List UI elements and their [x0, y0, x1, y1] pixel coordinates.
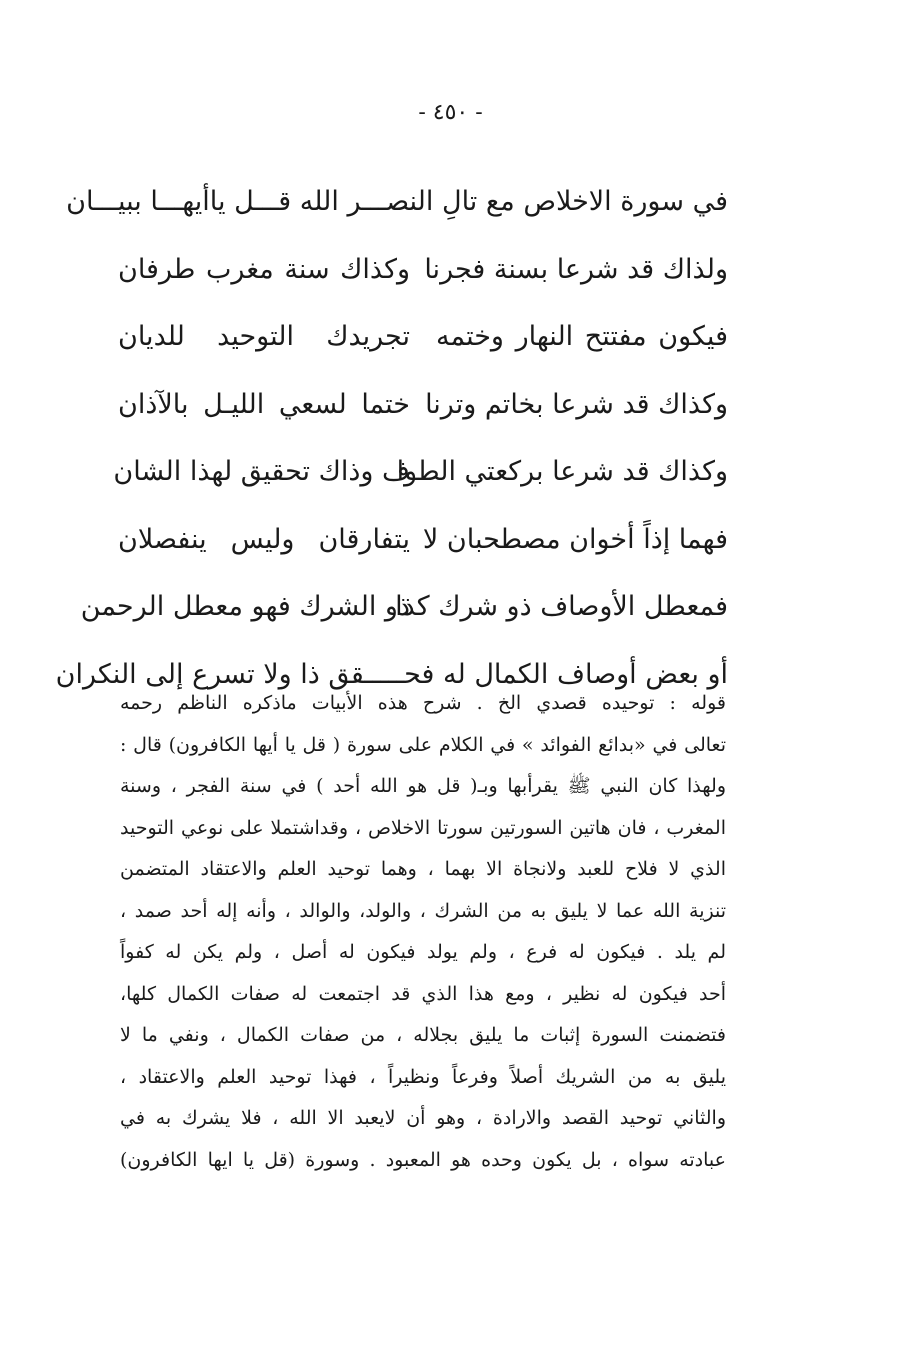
verse-full-line: في سورة الاخلاص مع تالِ النصـــر الله قـــل ياأيهـــا ببيـــان — [66, 186, 728, 218]
commentary-line: فتضمنت السورة إثبات ما يليق بجلاله ، من صفات الكمال ، ونفي ما لا — [120, 1024, 726, 1046]
commentary-line: ولهذا كان النبي ﷺ يقرأبها وبـ( قل هو الله أحد ) في سنة الفجر ، وسنة — [120, 775, 726, 797]
commentary-line: الذي لا فلاح للعبد ولانجاة الا بهما ، وهما توحيد العلم والاعتقاد المتضمن — [120, 858, 726, 880]
verse-first-hemistich: وكذاك قد شرعا بركعتي الطوا — [396, 456, 728, 488]
commentary-line: والثاني توحيد القصد والارادة ، وهو أن لايعبد الا الله ، فلا يشرك به في — [120, 1107, 726, 1129]
verse-second-hemistich: ف وذاك تحقيق لهذا الشان — [113, 456, 410, 488]
page-number: - ٤٥٠ - — [418, 100, 483, 125]
poem-verses — [55, 168, 728, 708]
verse-first-hemistich: فيكون مفتتح النهار وختمه — [436, 321, 728, 353]
verse-first-hemistich: فهما إذاً أخوان مصطحبان لا — [422, 523, 728, 555]
commentary-text — [120, 683, 726, 1181]
commentary-line: لم يلد . فيكون له فرع ، ولم يولد فيكون له أصل ، ولم يكن له كفواً — [120, 941, 726, 963]
commentary-line: المغرب ، فان هاتين السورتين سورتا الاخلاص ، وقداشتملا على نوعي التوحيد — [120, 816, 726, 839]
verse-2 — [118, 236, 728, 304]
verse-first-hemistich: وكذاك قد شرعا بخاتم وترنا — [425, 388, 728, 420]
verse-second-hemistich: ذو الشرك فهو معطل الرحمن — [80, 591, 410, 623]
verse-5 — [113, 438, 728, 506]
verse-second-hemistich: تجريدك التوحيد للديان — [118, 321, 410, 353]
verse-4 — [118, 371, 728, 439]
commentary-line: أحد فيكون له نظير ، ومع هذا الذي قد اجتمعت له صفات الكمال كلها، — [120, 982, 726, 1005]
verse-first-hemistich: ولذاك قد شرعا بسنة فجرنا — [424, 253, 728, 285]
verse-first-hemistich: فمعطل الأوصاف ذو شرك كذا — [395, 591, 728, 623]
verse-full-line: أو بعض أوصاف الكمال له فحـــــقق ذا ولا تسرع إلى النكران — [55, 658, 728, 690]
verse-3 — [118, 303, 728, 371]
verse-7 — [80, 573, 728, 641]
commentary-line: يليق به من الشريك أصلاً وفرعاً ونظيراً ، فهذا توحيد العلم والاعتقاد ، — [120, 1065, 726, 1088]
commentary-line: تنزية الله عما لا يليق به من الشرك ، والولد، والوالد ، وأنه إله أحد صمد ، — [120, 899, 726, 922]
verse-1 — [66, 168, 728, 236]
commentary-line: عبادته سواه ، بل يكون وحده هو المعبود . وسورة (قل يا ايها الكافرون) — [120, 1148, 726, 1171]
verse-6 — [118, 506, 728, 574]
verse-second-hemistich: ختما لسعي الليـل بالآذان — [118, 388, 410, 420]
verse-second-hemistich: يتفارقان وليس ينفصلان — [118, 523, 410, 555]
commentary-line: قوله : توحيده قصدي الخ . شرح هذه الأبيات ماذكره الناظم رحمه — [120, 692, 726, 714]
commentary-line: تعالى في «بدائع الفوائد » في الكلام على سورة ( قل يا أيها الكافرون) قال : — [120, 733, 726, 756]
verse-second-hemistich: وكذاك سنة مغرب طرفان — [118, 253, 410, 285]
